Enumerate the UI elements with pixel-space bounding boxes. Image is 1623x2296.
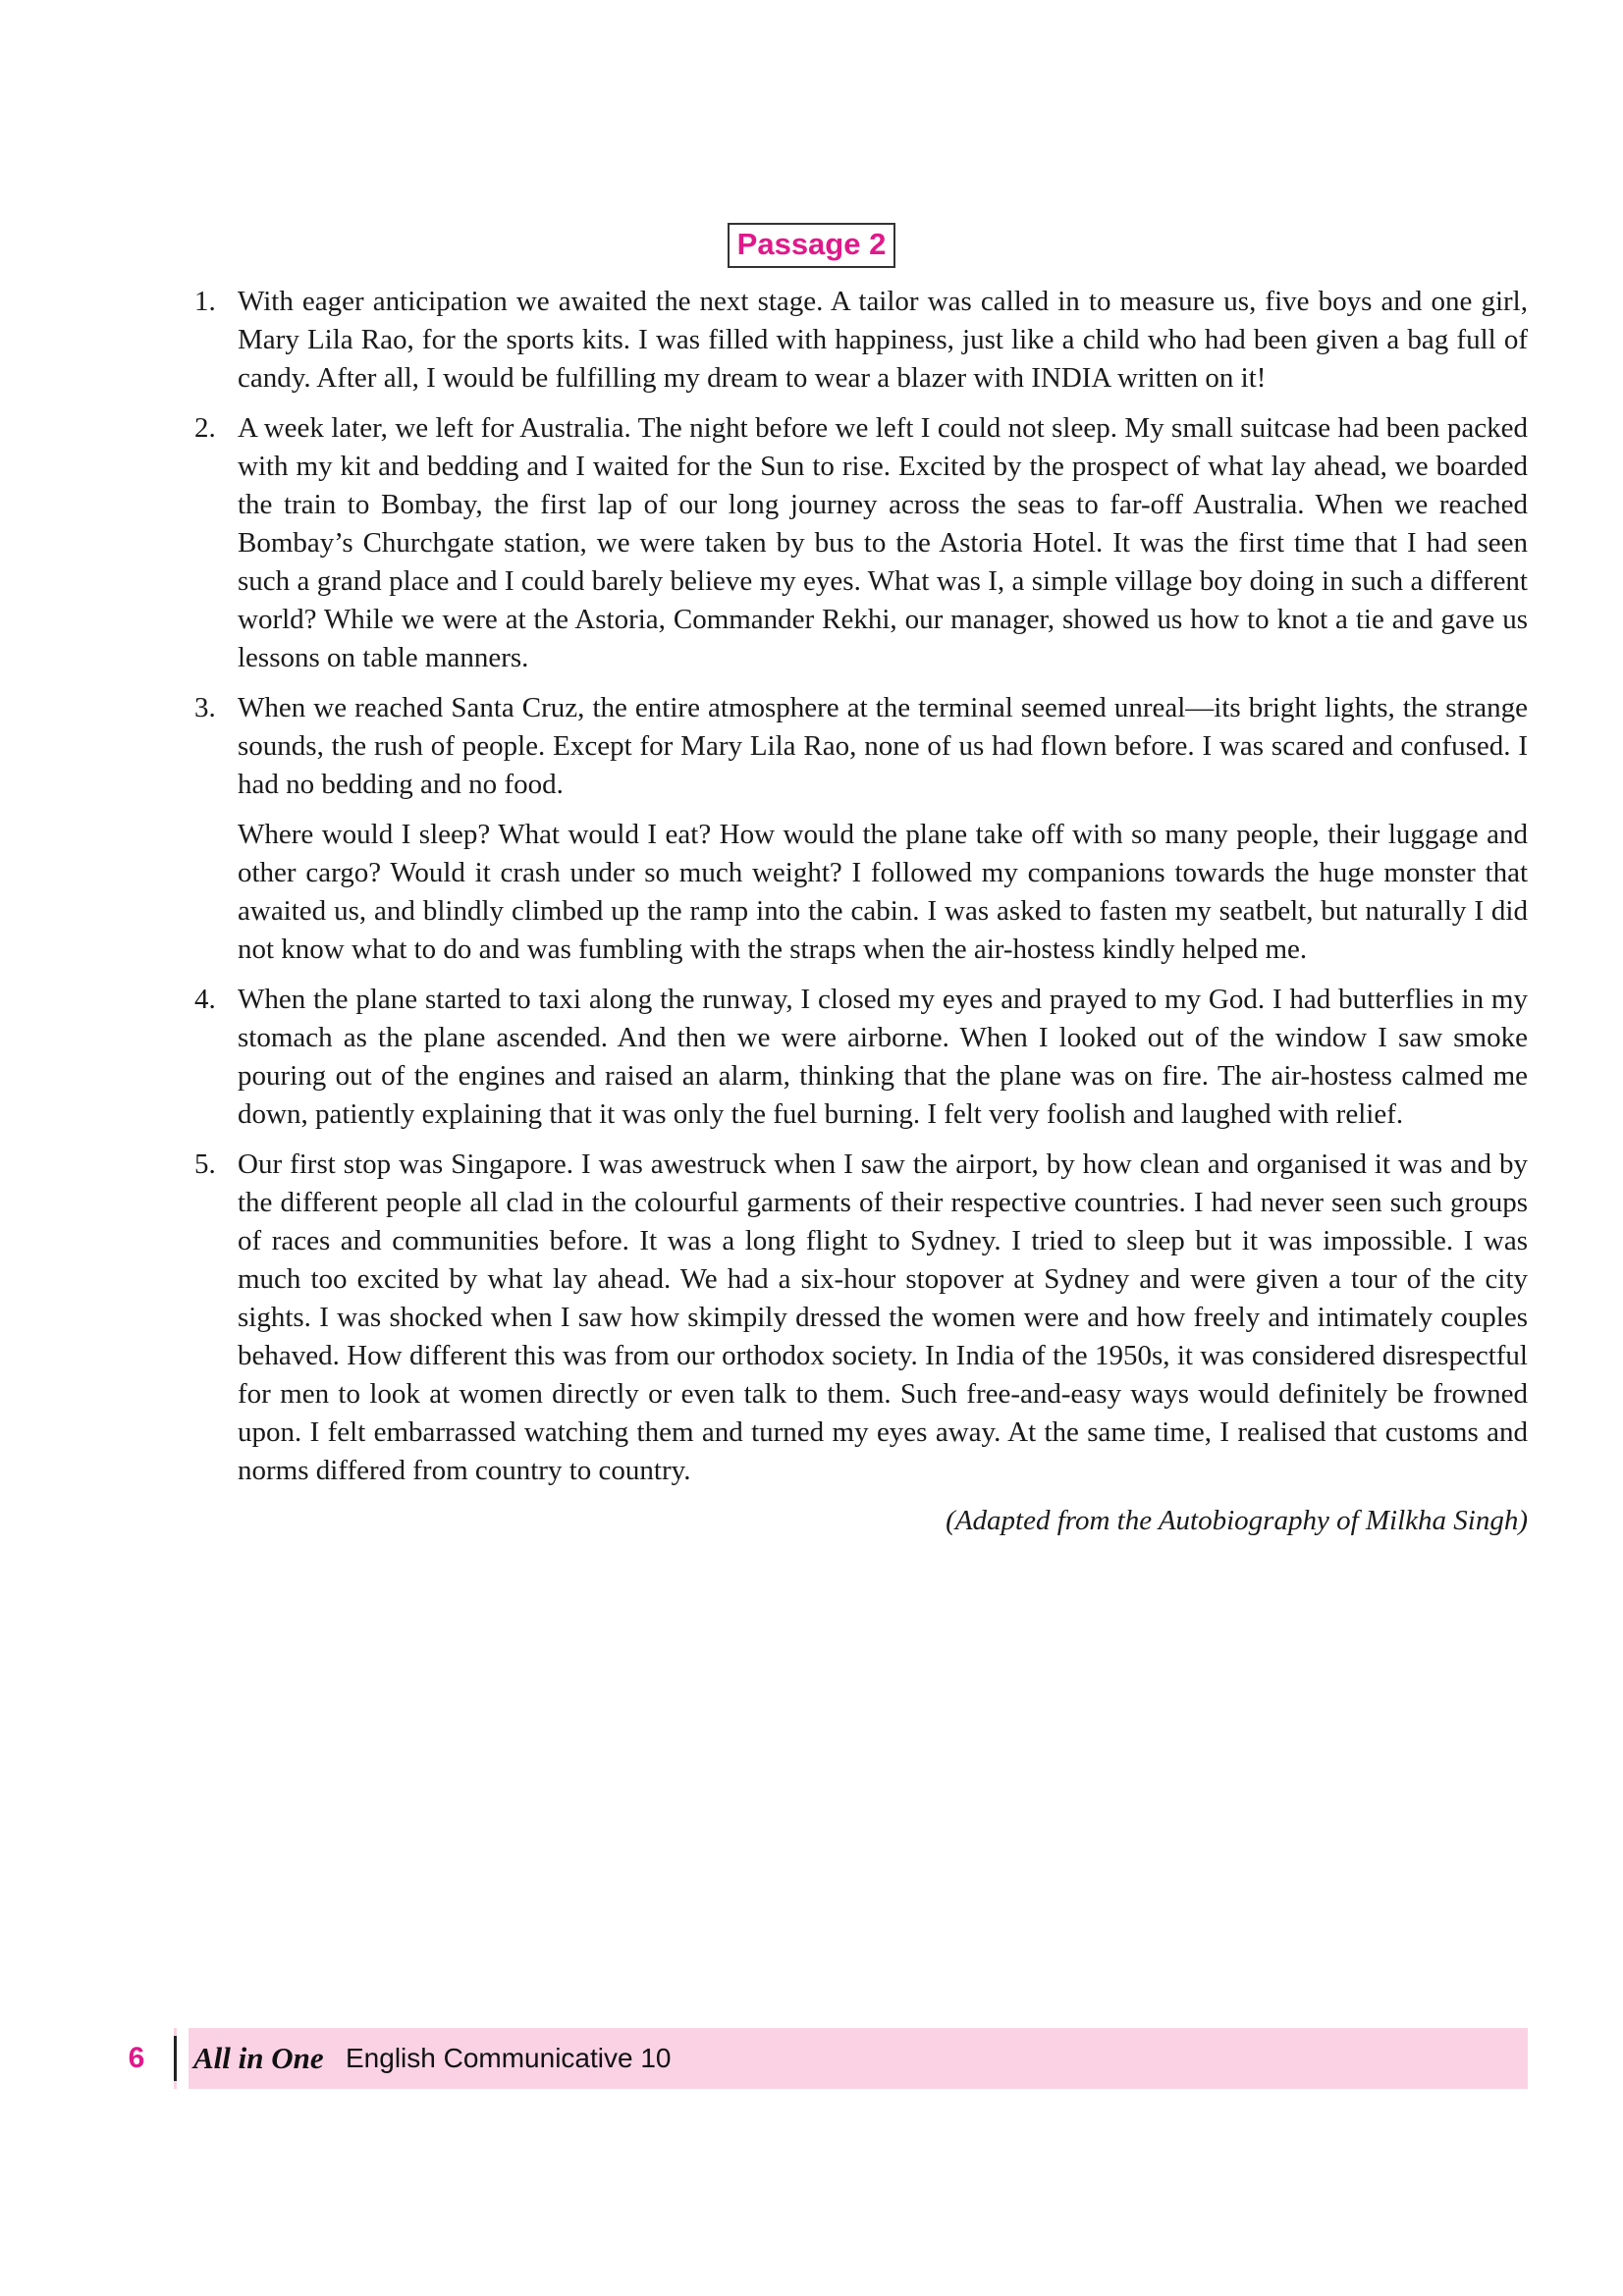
- item-number: 1.: [194, 286, 216, 317]
- item-number: 3.: [194, 692, 216, 723]
- brand-logo: All in One: [193, 2041, 324, 2075]
- paragraph: When we reached Santa Cruz, the entire atmosphere at the terminal seemed unreal—its bright lights, the strange sounds, the rush of people. Except for Mary Lila Rao, none of us had flown before. I was scared and confused. I had no bedding and no food.: [238, 692, 1528, 800]
- passage-title-wrap: [0, 223, 1623, 268]
- list-item: [194, 981, 1528, 1134]
- list-item: [194, 409, 1528, 677]
- footer-divider-gap: [177, 2028, 189, 2089]
- page-number: 6: [99, 2028, 174, 2089]
- paragraph: When the plane started to taxi along the runway, I closed my eyes and prayed to my God. I had butterflies in my stomach as the plane ascended. And then we were airborne. When I looked out of the window I saw smoke pouring out of the engines and raised an alarm, thinking that the plane was on fire. The air-hostess calmed me down, patiently explaining that it was only the fuel burning. I felt very foolish and laughed with relief.: [238, 984, 1528, 1130]
- item-number: 2.: [194, 412, 216, 444]
- list-item: [194, 1146, 1528, 1490]
- source-note: (Adapted from the Autobiography of Milkha Singh): [946, 1505, 1528, 1536]
- passage-title: Passage 2: [728, 223, 896, 268]
- list-item: [194, 689, 1528, 969]
- paragraph: Our first stop was Singapore. I was awestruck when I saw the airport, by how clean and organised it was and by the different people all clad in the colourful garments of their respective countries. I had never seen such groups of races and communities before. It was a long flight to Sydney. I tried to sleep but it was impossible. I was much too excited by what lay ahead. We had a six-hour stopover at Sydney and were given a tour of the city sights. I was shocked when I saw how skimpily dressed the women were and how freely and intimately couples behaved. How different this was from our orthodox society. In India of the 1950s, it was considered disrespectful for men to look at women directly or even talk to them. Such free-and-easy ways would definitely be frowned upon. I felt embarrassed watching them and turned my eyes away. At the same time, I realised that customs and norms differed from country to country.: [238, 1148, 1528, 1486]
- book-title: English Communicative 10: [346, 2043, 672, 2073]
- item-number: 5.: [194, 1148, 216, 1180]
- footer-bar: [99, 2028, 1528, 2089]
- item-number: 4.: [194, 984, 216, 1015]
- passage-body: [194, 283, 1528, 1540]
- paragraph: Where would I sleep? What would I eat? How would the plane take off with so many people, their luggage and other cargo? Would it crash under so much weight? I followed my companions towards the huge monster that awaited us, and blindly climbed up the ramp into the cabin. I was asked to fasten my seatbelt, but naturally I did not know what to do and was fumbling with the straps when the air-hostess kindly helped me.: [238, 819, 1528, 965]
- paragraph: A week later, we left for Australia. The night before we left I could not sleep. My small suitcase had been packed with my kit and bedding and I waited for the Sun to rise. Excited by the prospect of what lay ahead, we boarded the train to Bombay, the first lap of our long journey across the seas to far-off Australia. When we reached Bombay’s Churchgate station, we were taken by bus to the Astoria Hotel. It was the first time that I had seen such a grand place and I could barely believe my eyes. What was I, a simple village boy doing in such a different world? While we were at the Astoria, Commander Rekhi, our manager, showed us how to knot a tie and gave us lessons on table manners.: [238, 412, 1528, 673]
- list-item: [194, 283, 1528, 398]
- paragraph: With eager anticipation we awaited the next stage. A tailor was called in to measure us, five boys and one girl, Mary Lila Rao, for the sports kits. I was filled with happiness, just like a child who had been given a bag full of candy. After all, I would be fulfilling my dream to wear a blazer with INDIA written on it!: [238, 286, 1528, 394]
